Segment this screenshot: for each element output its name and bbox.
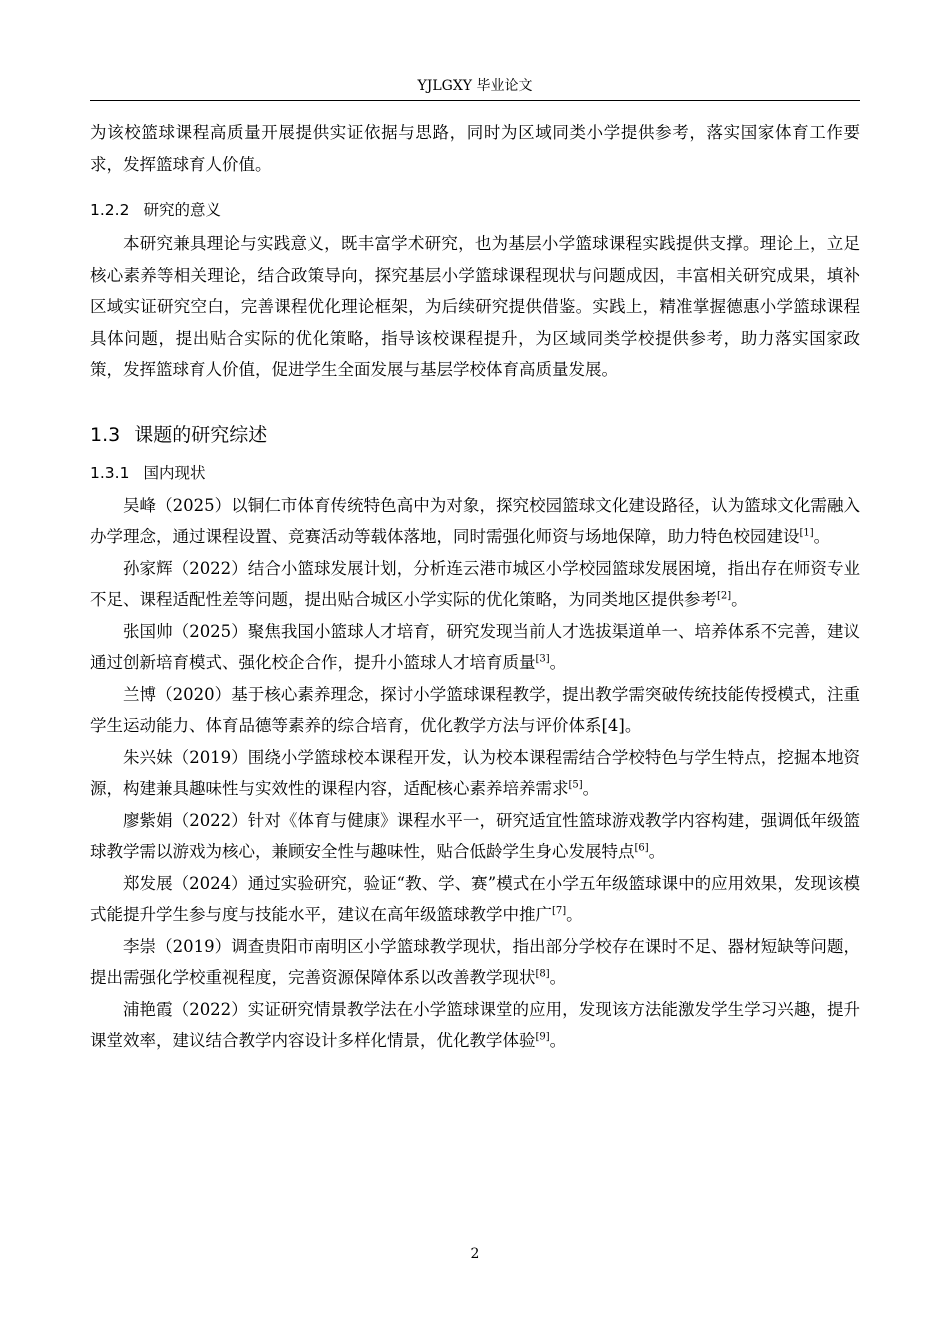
citation-ref: [7] bbox=[552, 905, 567, 917]
citation-ref: [6] bbox=[634, 842, 649, 854]
section-title: 课题的研究综述 bbox=[134, 423, 268, 446]
section-number: 1.2.2 bbox=[90, 201, 130, 219]
page-body bbox=[90, 117, 860, 1057]
citation-ref: [2] bbox=[717, 590, 732, 602]
review-paragraph: 兰博（2020）基于核心素养理念，探讨小学篮球课程教学，提出教学需突破传统技能传授模式，注重学生运动能力、体育品德等素养的综合培育，优化教学方法与评价体系[4]。 bbox=[90, 684, 860, 735]
review-paragraph: 浦艳霞（2022）实证研究情景教学法在小学篮球课堂的应用，发现该方法能激发学生学习兴趣，提升课堂效率，建议结合教学内容设计多样化情景，优化教学体验[9]。 bbox=[90, 999, 860, 1050]
page-footer bbox=[0, 1246, 950, 1262]
section-heading-1-2-2 bbox=[90, 200, 860, 220]
review-paragraph: 孙家辉（2022）结合小篮球发展计划，分析连云港市城区小学校园篮球发展困境，指出存在师资专业不足、课程适配性差等问题，提出贴合城区小学实际的优化策略，为同类地区提供参考[2]。 bbox=[90, 558, 860, 609]
section-heading-1-3-1 bbox=[90, 463, 860, 483]
literature-review-list bbox=[90, 490, 860, 1057]
body-paragraph: 本研究兼具理论与实践意义，既丰富学术研究，也为基层小学篮球课程实践提供支撑。理论上，立足核心素养等相关理论，结合政策导向，探究基层小学篮球课程现状与问题成因，丰富相关研究成果，填补区域实证研究空白，完善课程优化理论框架，为后续研究提供借鉴。实践上，精准掌握德惠小学篮球课程具体问题，提出贴合实际的优化策略，指导该校课程提升，为区域同类学校提供参考，助力落实国家政策，发挥篮球育人价值，促进学生全面发展与基层学校体育高质量发展。 bbox=[90, 234, 860, 379]
section-number: 1.3.1 bbox=[90, 463, 130, 482]
page-number: 2 bbox=[470, 1246, 480, 1262]
section-title: 国内现状 bbox=[143, 463, 206, 482]
section-heading-1-3 bbox=[90, 423, 860, 447]
page-header bbox=[90, 77, 860, 95]
citation-ref: [3] bbox=[535, 653, 550, 665]
header-divider bbox=[90, 100, 860, 101]
review-paragraph: 张国帅（2025）聚焦我国小篮球人才培育，研究发现当前人才选拔渠道单一、培养体系不完善，建议通过创新培育模式、强化校企合作，提升小篮球人才培育质量[3]。 bbox=[90, 621, 860, 672]
section-number: 1.3 bbox=[90, 423, 121, 446]
citation-ref: [8] bbox=[535, 968, 550, 980]
intro-paragraph: 为该校篮球课程高质量开展提供实证依据与思路，同时为区域同类小学提供参考，落实国家体育工作要求，发挥篮球育人价值。 bbox=[90, 123, 860, 174]
citation-ref: [9] bbox=[535, 1031, 550, 1043]
section-title: 研究的意义 bbox=[143, 201, 221, 219]
review-paragraph: 廖紫娟（2022）针对《体育与健康》课程水平一，研究适宜性篮球游戏教学内容构建，强调低年级篮球教学需以游戏为核心，兼顾安全性与趣味性，贴合低龄学生身心发展特点[6]。 bbox=[90, 810, 860, 861]
review-paragraph: 吴峰（2025）以铜仁市体育传统特色高中为对象，探究校园篮球文化建设路径，认为篮球文化需融入办学理念，通过课程设置、竞赛活动等载体落地，同时需强化师资与场地保障，助力特色校园建设[1]。 bbox=[90, 495, 860, 546]
citation-ref: [1] bbox=[799, 527, 814, 539]
review-paragraph: 朱兴妹（2019）围绕小学篮球校本课程开发，认为校本课程需结合学校特色与学生特点，挖掘本地资源，构建兼具趣味性与实效性的课程内容，适配核心素养培养需求[5]。 bbox=[90, 747, 860, 798]
review-paragraph: 郑发展（2024）通过实验研究，验证“教、学、赛”模式在小学五年级篮球课中的应用效果，发现该模式能提升学生参与度与技能水平，建议在高年级篮球教学中推广[7]。 bbox=[90, 873, 860, 924]
review-paragraph: 李崇（2019）调查贵阳市南明区小学篮球教学现状，指出部分学校存在课时不足、器材短缺等问题，提出需强化学校重视程度，完善资源保障体系以改善教学现状[8]。 bbox=[90, 936, 860, 987]
citation-ref: [5] bbox=[568, 779, 583, 791]
header-title: YJLGXY 毕业论文 bbox=[417, 78, 533, 94]
